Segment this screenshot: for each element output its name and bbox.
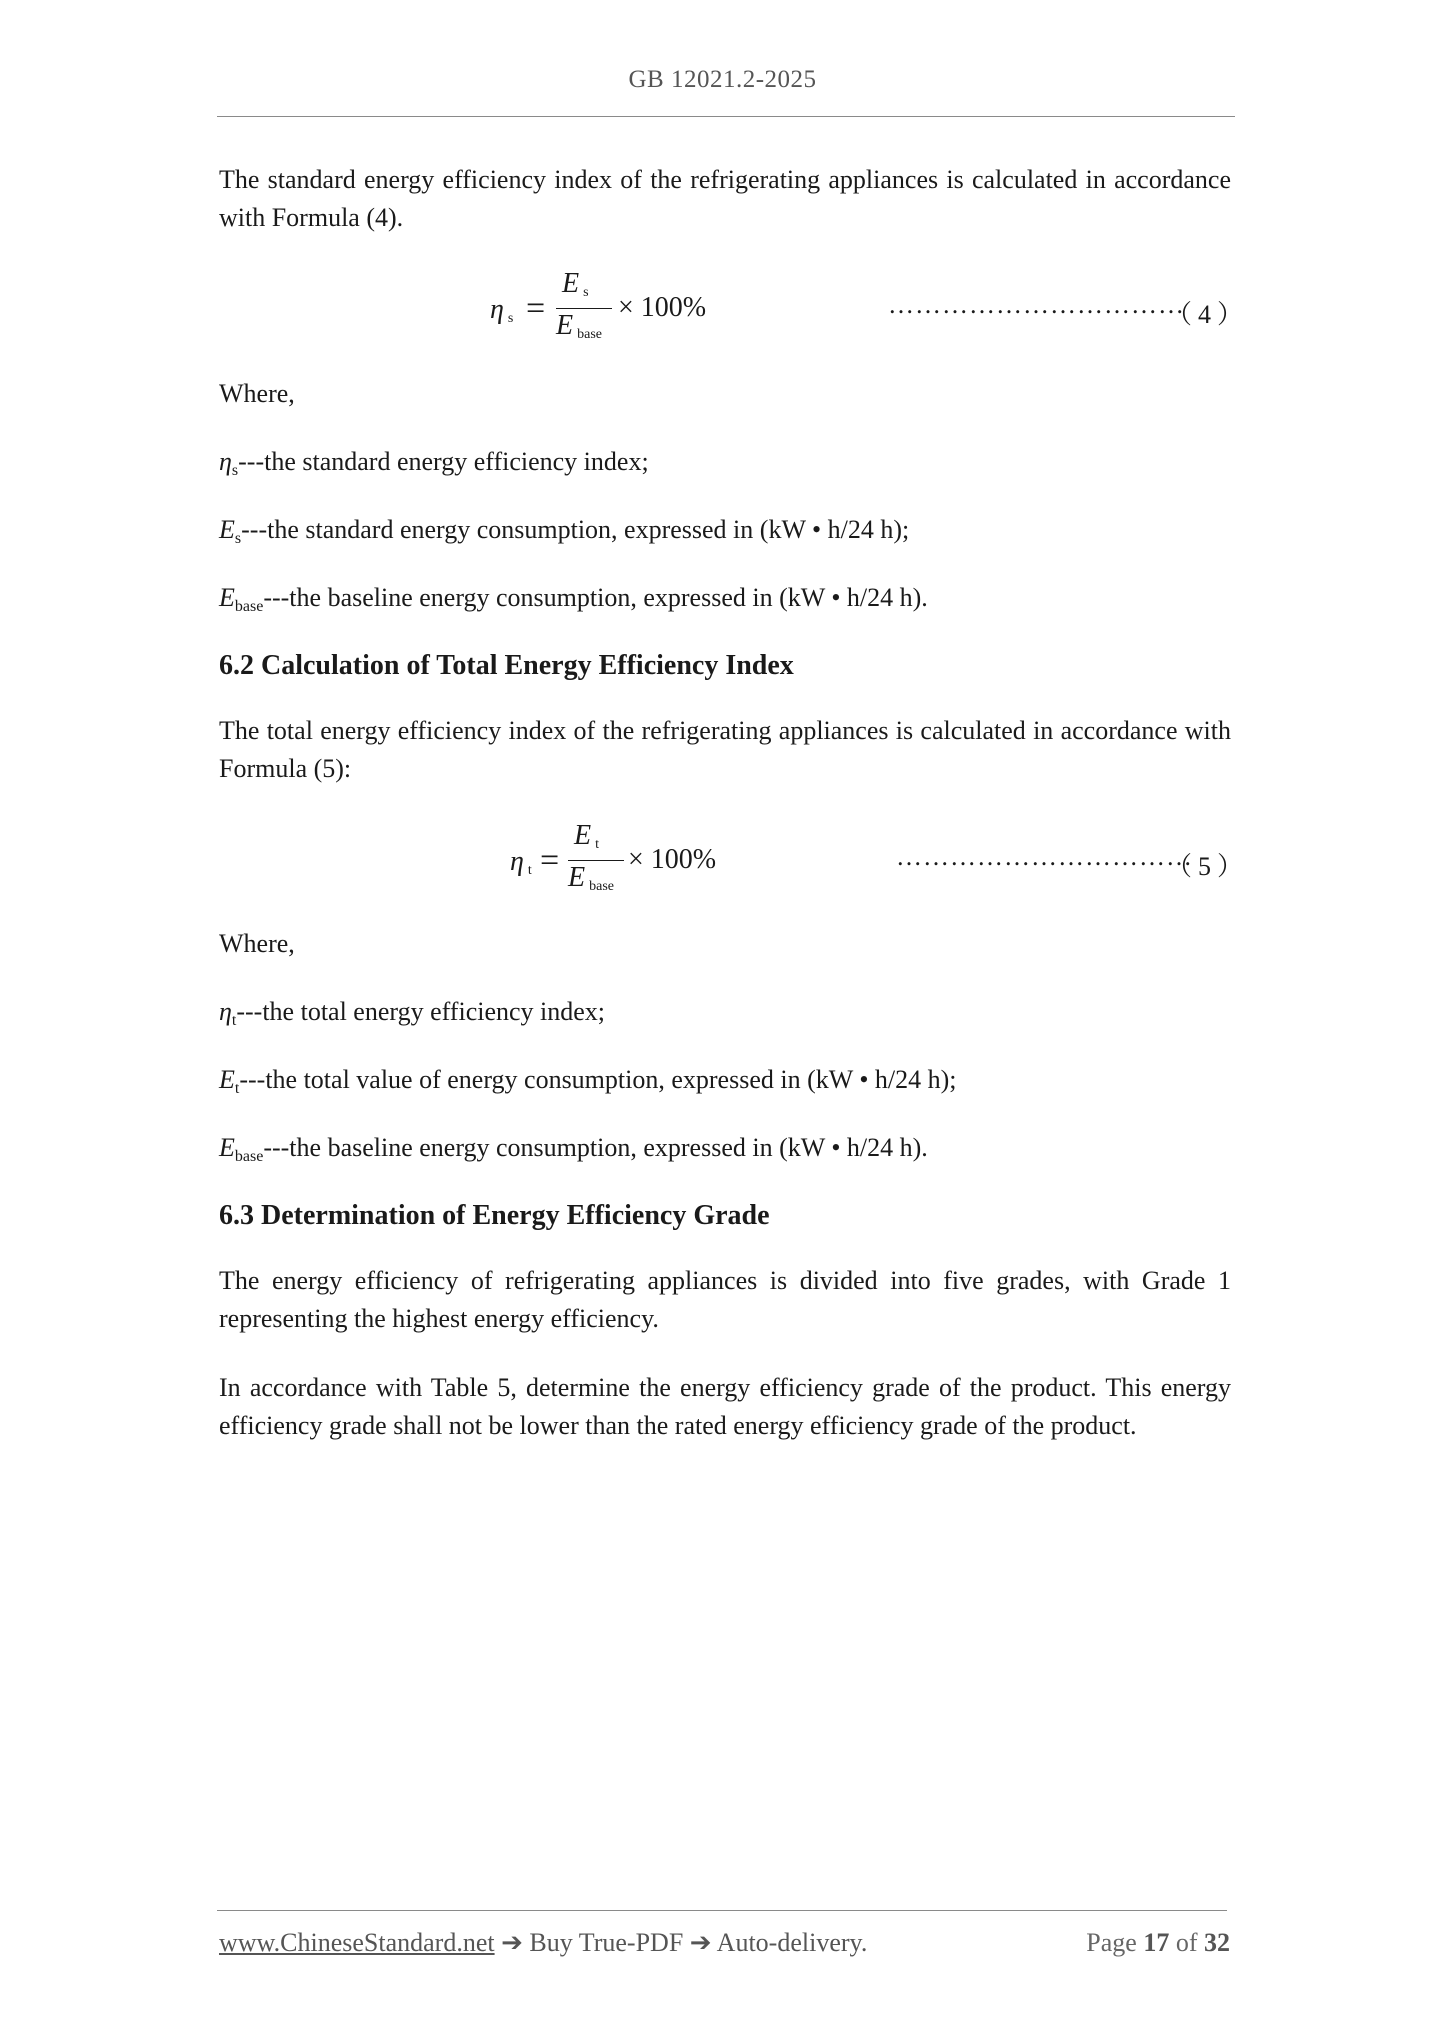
auto-delivery-text: Auto-delivery.	[716, 1928, 868, 1957]
page-total: 32	[1204, 1928, 1230, 1957]
site-link[interactable]: www.ChineseStandard.net	[219, 1928, 495, 1957]
formula-5-multiplier: × 100%	[628, 844, 717, 875]
fraction-bar	[568, 860, 624, 861]
definition-e-t: $E_t--$-the total value of energy consumption, expressed in (kW • h/24 h);	[219, 1065, 957, 1097]
where-label-1: Where,	[219, 379, 295, 408]
definition-e-base-1: $E_{base}--$-the baseline energy consumption, expressed in (kW • h/24 h).	[219, 583, 928, 615]
heading-6-3: 6.3 Determination of Energy Efficiency Grade	[219, 1200, 770, 1231]
heading-6-2: 6.2 Calculation of Total Energy Efficiency Index	[219, 650, 794, 681]
formula-5-denominator: Ebase	[568, 862, 614, 894]
where-label-2: Where,	[219, 929, 295, 958]
definition-e-base-2: $E_{base}--$-the baseline energy consumption, expressed in (kW • h/24 h).	[219, 1133, 928, 1165]
formula-4-denominator: Ebase	[556, 310, 602, 342]
standard-number: GB 12021.2-2025	[628, 66, 817, 93]
formula-4-numerator: Es	[562, 268, 589, 300]
intro-standard-index: The standard energy efficiency index of the refrigerating appliances is calculated in accordance with Formula (4).	[219, 165, 1231, 232]
formula-4-number: （4）	[1166, 300, 1250, 329]
intro-total-index: The total energy efficiency index of the refrigerating appliances is calculated in accordance with Formula (5):	[219, 716, 1231, 783]
definition-e-s: $E_s--$-the standard energy consumption, expressed in (kW • h/24 h);	[219, 515, 910, 547]
formula-5-equals: =	[540, 842, 560, 879]
footer-promo	[219, 1928, 867, 1958]
header-divider	[217, 116, 1235, 117]
formula-5-lhs: ηt	[510, 846, 532, 878]
footer-divider	[217, 1910, 1227, 1911]
fraction-bar	[556, 308, 612, 309]
formula-5-number: （5）	[1166, 852, 1250, 881]
formula-5-leader: ……………………………	[896, 842, 1193, 871]
page-current: 17	[1143, 1928, 1170, 1957]
definition-eta-t: $\eta_t--$-the total energy efficiency index;	[219, 997, 606, 1029]
formula-4	[490, 268, 1250, 348]
buy-true-pdf-text: Buy True-PDF	[529, 1928, 684, 1957]
paragraph-grades: The energy efficiency of refrigerating appliances is divided into five grades, with Grade 1 representing the highest energy efficiency.	[219, 1266, 1231, 1333]
formula-5	[510, 820, 1250, 900]
formula-4-equals: =	[526, 290, 546, 327]
formula-4-multiplier: × 100%	[618, 292, 707, 323]
paragraph-table-5: In accordance with Table 5, determine the energy efficiency grade of the product. This energy efficiency grade shall not be lower than the rated energy efficiency grade of the product.	[219, 1373, 1231, 1440]
formula-4-lhs: ηs	[490, 294, 514, 326]
formula-4-leader: ……………………………	[888, 290, 1185, 319]
page-number: Page 17 of 32	[1086, 1928, 1230, 1957]
formula-5-numerator: Et	[574, 820, 599, 852]
arrow-right-icon: ➔	[689, 1928, 712, 1957]
arrow-right-icon: ➔	[501, 1928, 523, 1957]
definition-eta-s: $\eta_s--$-the standard energy efficiency index;	[219, 447, 649, 479]
